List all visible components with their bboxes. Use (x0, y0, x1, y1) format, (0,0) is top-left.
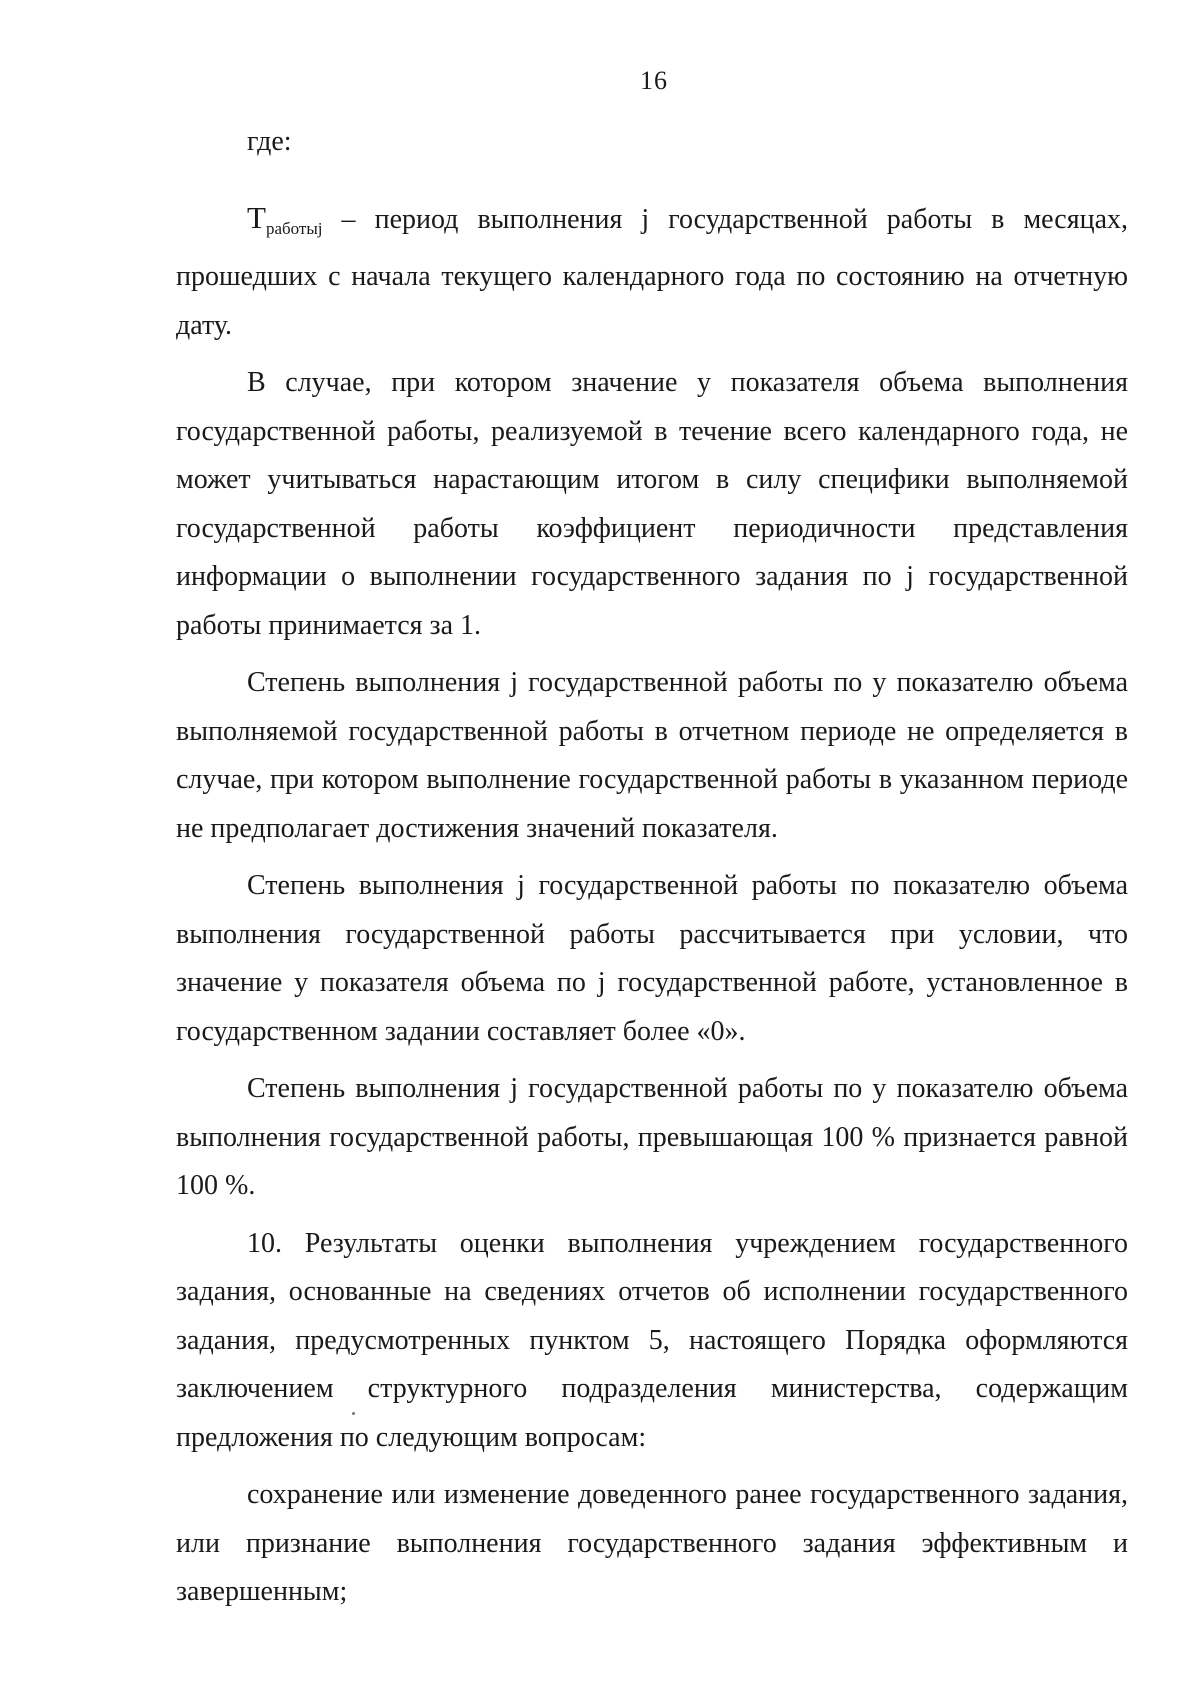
paragraph: В случае, при котором значение у показателя объема выполнения государственной работы, реализуемой в течение всего календарного года, не может учитываться нарастающим итогом в силу специфики выполняемой государственной работы коэффициент периодичности представления информации о выполнении государственного задания по j государственной работы принимается за 1. (176, 367, 1128, 641)
document-body (176, 118, 1128, 1617)
where-label: где: (247, 126, 292, 157)
definition-text: – период выполнения j государственной работы в месяцах, прошедших с начала текущего календарного года по состоянию на отчетную дату. (176, 203, 1129, 341)
paragraph: 10. Результаты оценки выполнения учреждением государственного задания, основанные на сведениях отчетов об исполнении государственного задания, предусмотренных пунктом 5, настоящего Порядка оформляются заключением структурного подразделения министерства, содержащим предложения по следующим вопросам: (176, 1227, 1128, 1453)
definition-paragraph (176, 194, 1128, 351)
paragraph: Степень выполнения j государственной работы по показателю объема выполнения государственной работы рассчитывается при условии, что значение у показателя объема по j государственной работе, установленное в государственном задании составляет более «0». (176, 870, 1128, 1047)
formula-subscript: работыj (265, 218, 323, 238)
scan-speck (352, 1412, 355, 1415)
paragraph: Степень выполнения j государственной работы по у показателю объема выполнения государственной работы, превышающая 100 % признается равной 100 %. (176, 1073, 1128, 1201)
formula-symbol: T (247, 199, 266, 235)
page-number: 16 (640, 66, 668, 95)
paragraph: сохранение или изменение доведенного ранее государственного задания, или признание выполнения государственного задания эффективным и завершенным; (176, 1479, 1128, 1607)
paragraph: Степень выполнения j государственной работы по у показателю объема выполняемой государственной работы в отчетном периоде не определяется в случае, при котором выполнение государственной работы в указанном периоде не предполагает достижения значений показателя. (176, 667, 1128, 844)
